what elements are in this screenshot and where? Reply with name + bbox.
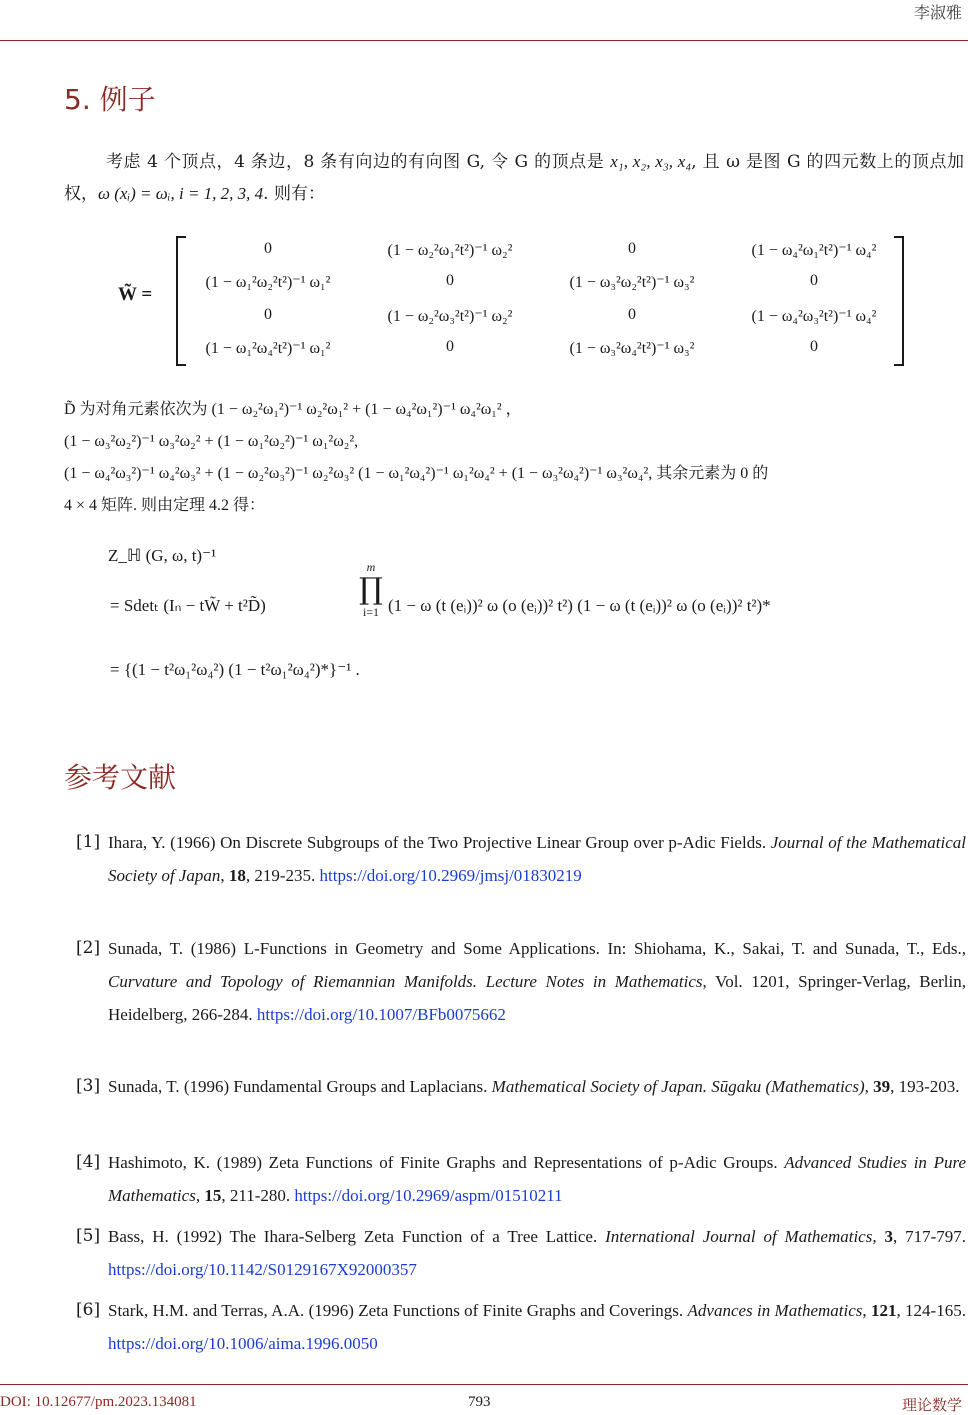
reference-separator: , bbox=[220, 866, 229, 885]
reference-text: Bass, H. (1992) The Ihara-Selberg Zeta Function of a Tree Lattice. bbox=[108, 1227, 606, 1246]
reference-journal: Journal of the Mathematical Society of Japan bbox=[108, 833, 966, 885]
matrix-cell: (1 − ω₃²ω₄²t²)⁻¹ ω₃² bbox=[569, 340, 695, 357]
product-operator bbox=[356, 560, 386, 620]
reference-pages: , 124-165. bbox=[896, 1301, 966, 1320]
reference-separator: , bbox=[862, 1301, 871, 1320]
reference-journal: Curvature and Topology of Riemannian Manifolds. Lecture Notes in Mathematics bbox=[108, 972, 703, 991]
diag-line-3: (1 − ω₄²ω₃²)⁻¹ ω₄²ω₃² + (1 − ω₂²ω₃²)⁻¹ ω₂²ω₃² (1 − ω₁²ω₄²)⁻¹ ω₁²ω₄² + (1 − ω₃²ω₄²)⁻¹ ω₃²ω₄², 其余元素为 0 的 bbox=[64, 465, 769, 482]
reference-body bbox=[108, 1146, 966, 1212]
product-lower: i=1 bbox=[362, 605, 380, 619]
zeta-line-3: = {(1 − t²ω₁²ω₄²) (1 − t²ω₁²ω₄²)*}⁻¹ . bbox=[110, 660, 360, 679]
intro-vertices: x₁, x₂, x₃, x₄ bbox=[610, 152, 692, 171]
matrix-cell: (1 − ω₁²ω₄²t²)⁻¹ ω₁² bbox=[205, 340, 331, 357]
reference-volume: 3 bbox=[884, 1227, 893, 1246]
matrix-cell: 0 bbox=[628, 240, 636, 257]
reference-separator: , bbox=[702, 972, 716, 991]
reference-body bbox=[108, 1294, 966, 1360]
matrix-cell: (1 − ω₃²ω₂²t²)⁻¹ ω₃² bbox=[569, 274, 695, 291]
matrix-W bbox=[118, 234, 908, 366]
reference-journal: Mathematical Society of Japan. Sūgaku (Mathematics) bbox=[491, 1077, 865, 1096]
reference-number: [2] bbox=[76, 938, 101, 958]
matrix-cell: 0 bbox=[264, 240, 272, 257]
matrix-cell: 0 bbox=[810, 338, 818, 355]
reference-separator: , bbox=[864, 1077, 874, 1096]
zeta-line-2-left: = Sdetₜ (Iₙ − tW̃ + t²D̃) bbox=[110, 596, 266, 615]
product-symbol: ∏ bbox=[359, 572, 383, 607]
reference-text: Ihara, Y. (1966) On Discrete Subgroups of the Two Projective Linear Group over p-Adic Fields. bbox=[108, 833, 771, 852]
reference-pages: , 211-280. bbox=[221, 1186, 295, 1205]
matrix-cell: (1 − ω₄²ω₁²t²)⁻¹ ω₄² bbox=[751, 242, 877, 259]
reference-item bbox=[76, 1146, 966, 1212]
reference-number: [3] bbox=[76, 1076, 101, 1096]
matrix-cell: (1 − ω₂²ω₃²t²)⁻¹ ω₂² bbox=[387, 308, 513, 325]
product-upper: m bbox=[366, 560, 376, 574]
reference-item bbox=[76, 1220, 966, 1286]
reference-body bbox=[108, 1220, 966, 1286]
reference-pages: , 219-235. bbox=[245, 866, 320, 885]
reference-volume: 121 bbox=[870, 1301, 897, 1320]
reference-item bbox=[76, 932, 966, 1031]
matrix-cell: 0 bbox=[446, 338, 454, 355]
reference-text: Sunada, T. (1996) Fundamental Groups and Laplacians. bbox=[108, 1077, 492, 1096]
reference-volume: 15 bbox=[204, 1186, 222, 1205]
matrix-cell: 0 bbox=[810, 272, 818, 289]
reference-number: [5] bbox=[76, 1226, 101, 1246]
footer-rule bbox=[0, 1384, 968, 1385]
matrix-cell: (1 − ω₂²ω₁²t²)⁻¹ ω₂² bbox=[387, 242, 513, 259]
reference-text: Stark, H.M. and Terras, A.A. (1996) Zeta Functions of Finite Graphs and Coverings. bbox=[108, 1301, 688, 1320]
reference-volume: 39 bbox=[873, 1077, 891, 1096]
references-title: 参考文献 bbox=[64, 761, 177, 794]
reference-journal: Advances in Mathematics bbox=[687, 1301, 863, 1320]
reference-body bbox=[108, 1070, 966, 1103]
reference-journal: Advanced Studies in Pure Mathematics bbox=[108, 1153, 967, 1205]
reference-number: [4] bbox=[76, 1152, 101, 1172]
intro-text-a: 考虑 4 个顶点，4 条边，8 条有向边的有向图 G, 令 G 的顶点是 bbox=[106, 152, 611, 172]
reference-journal: International Journal of Mathematics bbox=[605, 1227, 873, 1246]
reference-doi-link[interactable]: https://doi.org/10.2969/aspm/01510211 bbox=[294, 1186, 563, 1205]
matrix-cell: 0 bbox=[446, 272, 454, 289]
intro-text-c: . 则有： bbox=[263, 184, 325, 204]
reference-doi-link[interactable]: https://doi.org/10.2969/jmsj/01830219 bbox=[319, 866, 582, 885]
reference-pages: Vol. 1201, Springer-Verlag, Berlin, Heidelberg, 266-284. bbox=[108, 972, 966, 1024]
intro-weight: ω (xᵢ) = ωᵢ, i = 1, 2, 3, 4 bbox=[98, 184, 264, 203]
reference-doi-link[interactable]: https://doi.org/10.1006/aima.1996.0050 bbox=[108, 1334, 378, 1353]
zeta-line-1: Z_ℍ (G, ω, t)⁻¹ bbox=[108, 546, 217, 565]
reference-item bbox=[76, 1070, 966, 1103]
reference-number: [6] bbox=[76, 1300, 101, 1320]
section-title: 5. 例子 bbox=[64, 83, 156, 116]
reference-doi-link[interactable]: https://doi.org/10.1142/S0129167X92000357 bbox=[108, 1260, 417, 1279]
reference-item bbox=[76, 826, 966, 892]
footer-doi: DOI: 10.12677/pm.2023.134081 bbox=[0, 1394, 197, 1410]
intro-text-b: , 且 ω 是图 G 的四元数上的顶点加权， bbox=[64, 152, 964, 204]
zeta-line-2-right: (1 − ω (t (eᵢ))² ω (o (eᵢ))² t²) (1 − ω (t (eᵢ))² ω (o (eᵢ))² t²)* bbox=[388, 596, 771, 615]
reference-volume: 18 bbox=[228, 866, 246, 885]
header-rule bbox=[0, 40, 968, 41]
reference-pages: , 193-203. bbox=[890, 1077, 960, 1096]
reference-body bbox=[108, 932, 966, 1031]
matrix-cell: (1 − ω₁²ω₂²t²)⁻¹ ω₁² bbox=[205, 274, 331, 291]
matrix-cell: 0 bbox=[264, 306, 272, 323]
reference-pages: , 717-797. bbox=[892, 1227, 967, 1246]
reference-doi-link[interactable]: https://doi.org/10.1007/BFb0075662 bbox=[256, 1005, 506, 1024]
matrix-label: W̃ = bbox=[118, 284, 153, 305]
diag-line-4: 4 × 4 矩阵. 则由定理 4.2 得： bbox=[64, 497, 266, 514]
reference-separator: , bbox=[195, 1186, 205, 1205]
footer-page-number: 793 bbox=[468, 1394, 491, 1410]
intro-paragraph bbox=[64, 146, 964, 210]
matrix-cell: 0 bbox=[628, 306, 636, 323]
reference-body bbox=[108, 826, 966, 892]
reference-item bbox=[76, 1294, 966, 1360]
header-author: 李淑雅 bbox=[913, 3, 962, 22]
reference-text: Sunada, T. (1986) L-Functions in Geometry and Some Applications. In: Shiohama, K., Sakai, T. and Sunada, T., Eds., bbox=[108, 939, 966, 958]
diag-line-1: D̃ 为对角元素依次为 (1 − ω₂²ω₁²)⁻¹ ω₂²ω₁² + (1 − ω₄²ω₁²)⁻¹ ω₄²ω₁² ， bbox=[64, 401, 522, 418]
diag-line-2: (1 − ω₃²ω₂²)⁻¹ ω₃²ω₂² + (1 − ω₁²ω₂²)⁻¹ ω₁²ω₂², bbox=[64, 433, 359, 450]
reference-separator: , bbox=[872, 1227, 885, 1246]
reference-text: Hashimoto, K. (1989) Zeta Functions of Finite Graphs and Representations of p-Adic Groups. bbox=[108, 1153, 785, 1172]
reference-number: [1] bbox=[76, 832, 101, 852]
matrix-cell: (1 − ω₄²ω₃²t²)⁻¹ ω₄² bbox=[751, 308, 877, 325]
footer-journal: 理论数学 bbox=[901, 1396, 962, 1414]
